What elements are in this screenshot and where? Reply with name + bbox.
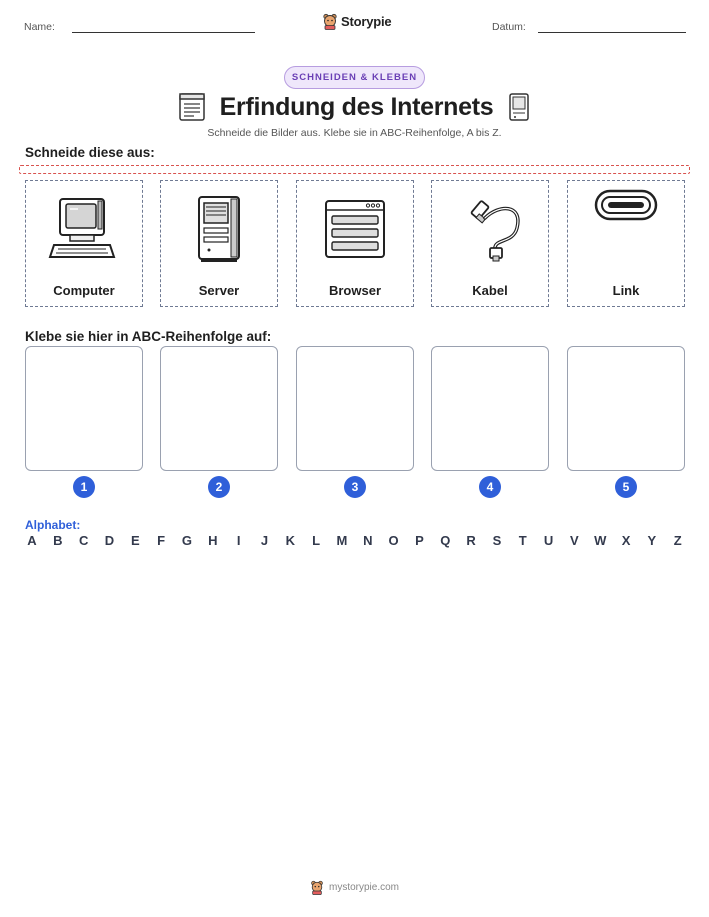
footer bbox=[0, 880, 709, 895]
alphabet-letter: V bbox=[570, 533, 579, 548]
slot-number-badge: 1 bbox=[73, 476, 95, 498]
cut-card-cable[interactable] bbox=[431, 180, 549, 307]
alphabet-letter: L bbox=[312, 533, 321, 548]
slot-number-badge: 5 bbox=[615, 476, 637, 498]
storypie-mascot-icon bbox=[310, 880, 324, 895]
paste-slot-5[interactable] bbox=[567, 346, 685, 471]
cut-card-label: Server bbox=[198, 283, 240, 298]
page-title: Erfindung des Internets bbox=[219, 92, 494, 121]
activity-type-badge bbox=[284, 66, 425, 89]
paste-section-label: Klebe sie hier in ABC-Reihenfolge auf: bbox=[25, 329, 272, 344]
alphabet-letter: N bbox=[363, 533, 373, 548]
slot-number-badge: 4 bbox=[479, 476, 501, 498]
cut-card-label: Link bbox=[612, 283, 640, 298]
cable-icon bbox=[453, 194, 527, 264]
alphabet-letter: E bbox=[130, 533, 140, 548]
alphabet-letter: Z bbox=[673, 533, 682, 548]
alphabet-letter: M bbox=[336, 533, 348, 548]
name-label: Name: bbox=[24, 21, 55, 33]
alphabet-letter: T bbox=[518, 533, 527, 548]
alphabet-letter: X bbox=[621, 533, 631, 548]
alphabet-letter: F bbox=[157, 533, 166, 548]
cut-line bbox=[19, 165, 690, 174]
alphabet-letter: Q bbox=[440, 533, 451, 548]
alphabet-letter: D bbox=[104, 533, 115, 548]
computer-icon bbox=[48, 193, 120, 265]
storypie-mascot-icon bbox=[322, 13, 338, 30]
alphabet-letter: W bbox=[594, 533, 607, 548]
paste-slot-3[interactable] bbox=[296, 346, 414, 471]
cut-card-server[interactable] bbox=[160, 180, 278, 307]
alphabet-letter: Y bbox=[647, 533, 657, 548]
cut-card-browser[interactable] bbox=[296, 180, 414, 307]
alphabet-letter: A bbox=[27, 533, 37, 548]
paste-slot-2[interactable] bbox=[160, 346, 278, 471]
date-line bbox=[538, 32, 686, 33]
cut-card-label: Computer bbox=[53, 283, 115, 298]
alphabet-letter: P bbox=[415, 533, 424, 548]
alphabet-letter: K bbox=[285, 533, 295, 548]
alphabet-letter: B bbox=[53, 533, 63, 548]
name-line bbox=[72, 32, 255, 33]
date-label: Datum: bbox=[492, 21, 526, 33]
alphabet-letter: I bbox=[236, 533, 241, 548]
cut-card-label: Browser bbox=[328, 283, 382, 298]
alphabet-letter: C bbox=[78, 533, 89, 548]
instructions: Schneide die Bilder aus. Klebe sie in ABC-Reihenfolge, A bis Z. bbox=[207, 127, 502, 139]
cut-card-link[interactable] bbox=[567, 180, 685, 307]
brand-name: Storypie bbox=[341, 14, 392, 29]
link-icon bbox=[593, 187, 659, 223]
alphabet-row bbox=[25, 533, 685, 548]
alphabet-letter: R bbox=[466, 533, 476, 548]
server-tower-icon bbox=[507, 92, 531, 122]
footer-url: mystorypie.com bbox=[328, 882, 399, 893]
cut-card-label: Kabel bbox=[472, 283, 508, 298]
paste-slot-4[interactable] bbox=[431, 346, 549, 471]
brand-logo bbox=[322, 13, 391, 30]
title-row bbox=[0, 90, 709, 124]
worksheet-header bbox=[0, 0, 709, 50]
alphabet-label: Alphabet: bbox=[25, 518, 81, 532]
alphabet-letter: U bbox=[543, 533, 554, 548]
alphabet-letter: O bbox=[388, 533, 399, 548]
alphabet-letter: J bbox=[260, 533, 269, 548]
paste-slot-1[interactable] bbox=[25, 346, 143, 471]
alphabet-letter: G bbox=[181, 533, 193, 548]
cut-section-label: Schneide diese aus: bbox=[25, 145, 155, 160]
server-icon bbox=[189, 193, 249, 265]
browser-icon bbox=[320, 195, 390, 263]
document-icon bbox=[178, 92, 206, 122]
cut-card-computer[interactable] bbox=[25, 180, 143, 307]
alphabet-letter: S bbox=[492, 533, 502, 548]
slot-number-badge: 3 bbox=[344, 476, 366, 498]
slot-number-badge: 2 bbox=[208, 476, 230, 498]
badge-text: SCHNEIDEN & KLEBEN bbox=[291, 72, 418, 83]
alphabet-letter: H bbox=[208, 533, 218, 548]
